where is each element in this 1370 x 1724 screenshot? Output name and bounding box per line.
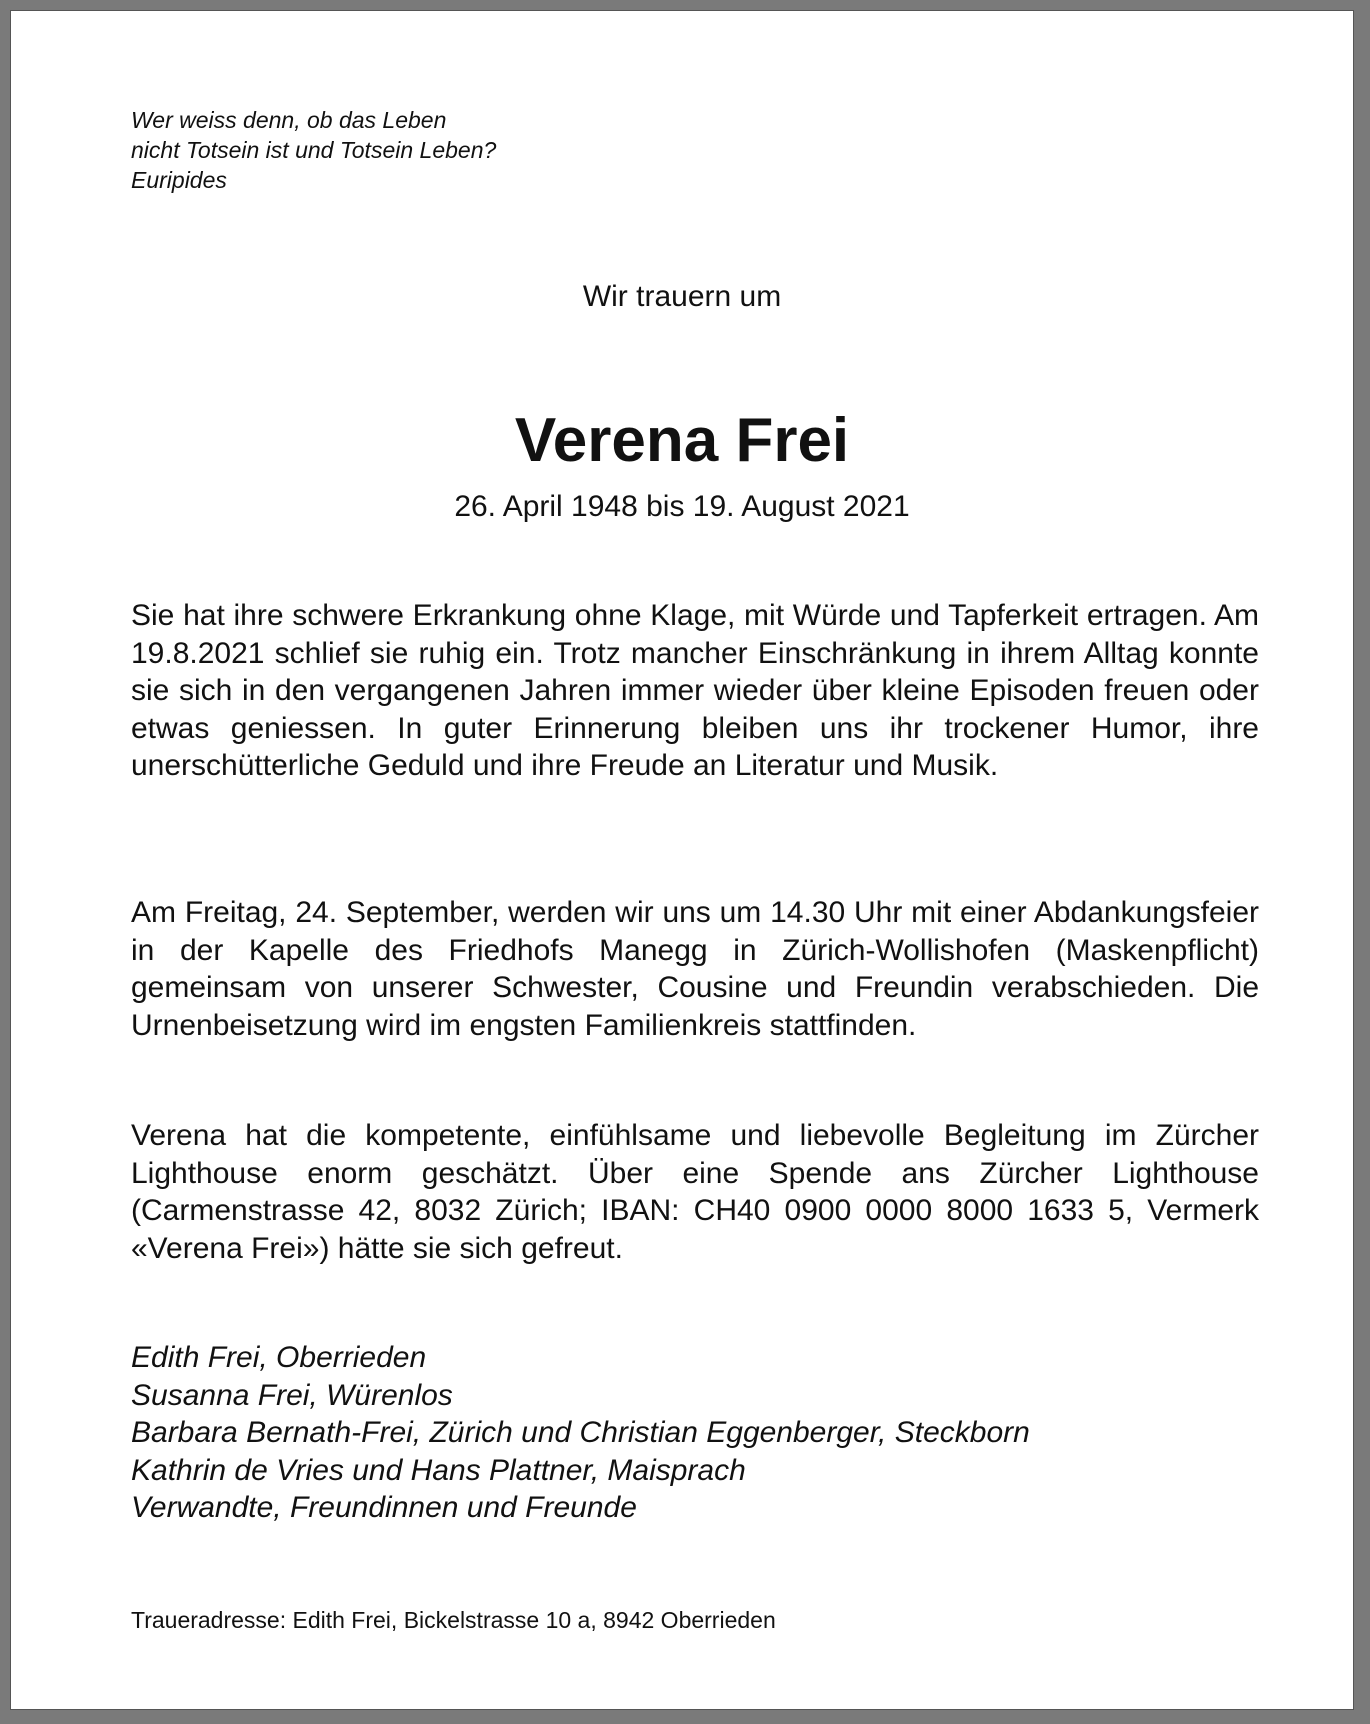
paragraph-illness: Sie hat ihre schwere Erkrankung ohne Klage, mit Würde und Tapferkeit ertragen. Am 19.8.2021 schlief sie ruhig ein. Trotz mancher Einschränkung in ihrem Alltag konnte sie sich in den vergangenen Jahren immer wieder über kleine Episoden freuen oder etwas geniessen. In guter Erinnerung bleiben uns ihr trockener Humor, ihre unerschütterliche Geduld und ihre Freude an Literatur und Musik.: [131, 599, 1259, 782]
motto-author: Euripides: [131, 167, 227, 193]
mourner-line: Edith Frei, Oberrieden: [131, 1341, 427, 1374]
paragraph-donation: Verena hat die kompetente, einfühlsame und liebevolle Begleitung im Zürcher Lighthouse enorm geschätzt. Über eine Spende ans Zürcher Lighthouse (Carmenstrasse 42, 8032 Zürich; IBAN: CH40 0900 0000 8000 1633 5, Vermerk «Verena Frei») hätte sie sich gefreut.: [131, 1119, 1259, 1265]
mourner-line: Verwandte, Freundinnen und Freunde: [131, 1491, 637, 1524]
mourner-line: Barbara Bernath-Frei, Zürich und Christian Eggenberger, Steckborn: [131, 1416, 1030, 1449]
mourner-line: Susanna Frei, Würenlos: [131, 1378, 453, 1412]
deceased-name: Verena Frei: [514, 406, 850, 475]
mourner-line: Kathrin de Vries und Hans Plattner, Maisprach: [131, 1453, 746, 1487]
motto-line: Wer weiss denn, ob das Leben: [131, 107, 447, 133]
mourners-list: [131, 1339, 1030, 1527]
mourning-address: Traueradresse: Edith Frei, Bickelstrasse 10 a, 8942 Oberrieden: [131, 1607, 776, 1633]
paragraph-ceremony: Am Freitag, 24. September, werden wir uns um 14.30 Uhr mit einer Abdankungsfeier in der Kapelle des Friedhofs Manegg in Zürich-Wollishofen (Maskenpflicht) gemeinsam von unserer Schwester, Cousine und Freundin verabschieden. Die Urnenbeisetzung wird im engsten Familienkreis stattfinden.: [131, 896, 1259, 1042]
motto-line: nicht Totsein ist und Totsein Leben?: [131, 137, 497, 163]
motto-quote: [131, 105, 496, 195]
intro-text: Wir trauern um: [582, 280, 782, 313]
life-dates: 26. April 1948 bis 19. August 2021: [454, 490, 910, 523]
obituary-page: [10, 10, 1354, 1710]
